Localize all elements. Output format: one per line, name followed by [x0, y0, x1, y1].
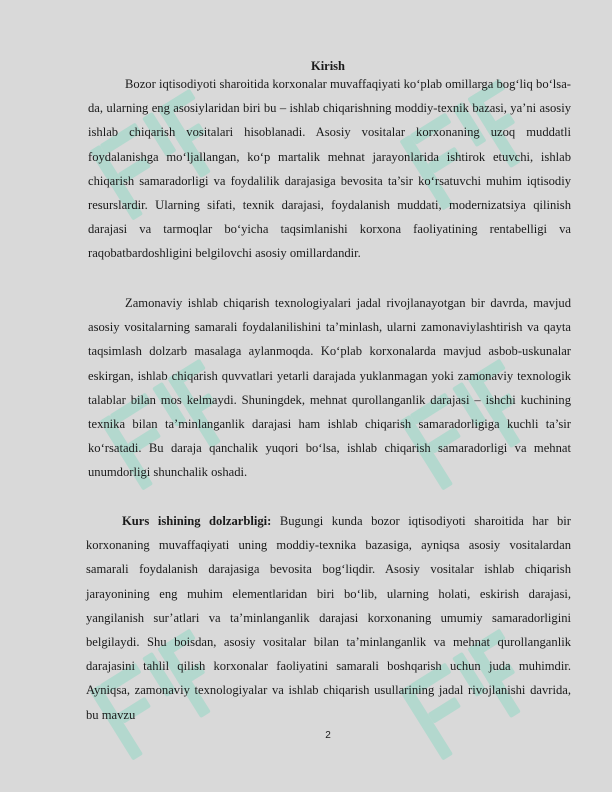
paragraph-text: Bugungi kunda bozor iqtisodiyoti sharoitida har bir korxonaning muvaffaqiyati uning moddiy-texnika bazasiga, ayniqsa asosiy vositalardan samarali foydalanish darajasiga bevosita bog‘liqdir. Asosiy vositalar ishlab chiqarish jarayonining eng muhim elementlaridan biri bo‘lib, ularning holati, eskirish darajasi, yangilanish sur’atlari va ta’minlanganlik darajasi korxonaning umumiy samaradorligini belgilaydi. Shu boisdan, asosiy vositalar bilan ta’minlanganlik va mehnat qurollanganlik darajasini tahlil qilish korxonalar faoliyatini samarali boshqarish uchun juda muhimdir. Ayniqsa, zamonaviy texnologiyalar va ishlab chiqarish usullarining jadal rivojlanishi davrida, bu mavzu: [86, 514, 571, 722]
body-paragraph-3: [86, 509, 571, 727]
paragraph-text: Bozor iqtisodiyoti sharoitida korxonalar muvaffaqiyati ko‘plab omillarga bog‘liq bo‘lsa-da, ularning eng asosiylaridan biri bu – ishlab chiqarishning moddiy-texnik bazasi, ya’ni asosiy ishlab chiqarish vositalari hisoblanadi. Asosiy vositalar korxonaning uzoq muddatli foydalanishga mo‘ljallangan, ko‘p martalik mehnat jarayonlarida ishtirok etuvchi, ishlab chiqarish samaradorligi va foydalilik darajasiga bevosita ta’sir ko‘rsatuvchi muhim iqtisodiy resurslardir. Ularning sifati, texnik darajasi, foydalanish muddati, modernizatsiya qilinish darajasi va tarmoqlar bo‘yicha taqsimlanishi korxona faoliyatining rentabelligi va raqobatbardoshligini belgilovchi asosiy omillardandir.: [88, 77, 571, 261]
paragraph-bold-lead: Kurs ishining dolzarbligi:: [122, 514, 272, 528]
page-number: 2: [325, 730, 331, 741]
paragraph-text: Zamonaviy ishlab chiqarish texnologiyalari jadal rivojlanayotgan bir davrda, mavjud asosiy vositalarning samarali foydalanilishini ta’minlash, ularni zamonaviylashtirish va qayta taqsimlash dolzarb masalaga aylanmoqda. Ko‘plab korxonalarda mavjud asbob-uskunalar eskirgan, ishlab chiqarish quvvatlari yetarli darajada yuklanmagan yoki zamonaviy texnologik talablar bilan mos kelmaydi. Shuningdek, mehnat qurollanganlik darajasi – ishchi kuchining texnika bilan ta’minlanganlik darajasi ham ishlab chiqarish samaradorligiga kuchli ta’sir ko‘rsatadi. Bu daraja qanchalik yuqori bo‘lsa, ishlab chiqarish samaradorligi va mehnat unumdorligi shunchalik oshadi.: [88, 296, 571, 480]
body-paragraph-1: [88, 72, 571, 266]
body-paragraph-2: [88, 291, 571, 485]
section-heading: Kirish: [310, 59, 346, 73]
